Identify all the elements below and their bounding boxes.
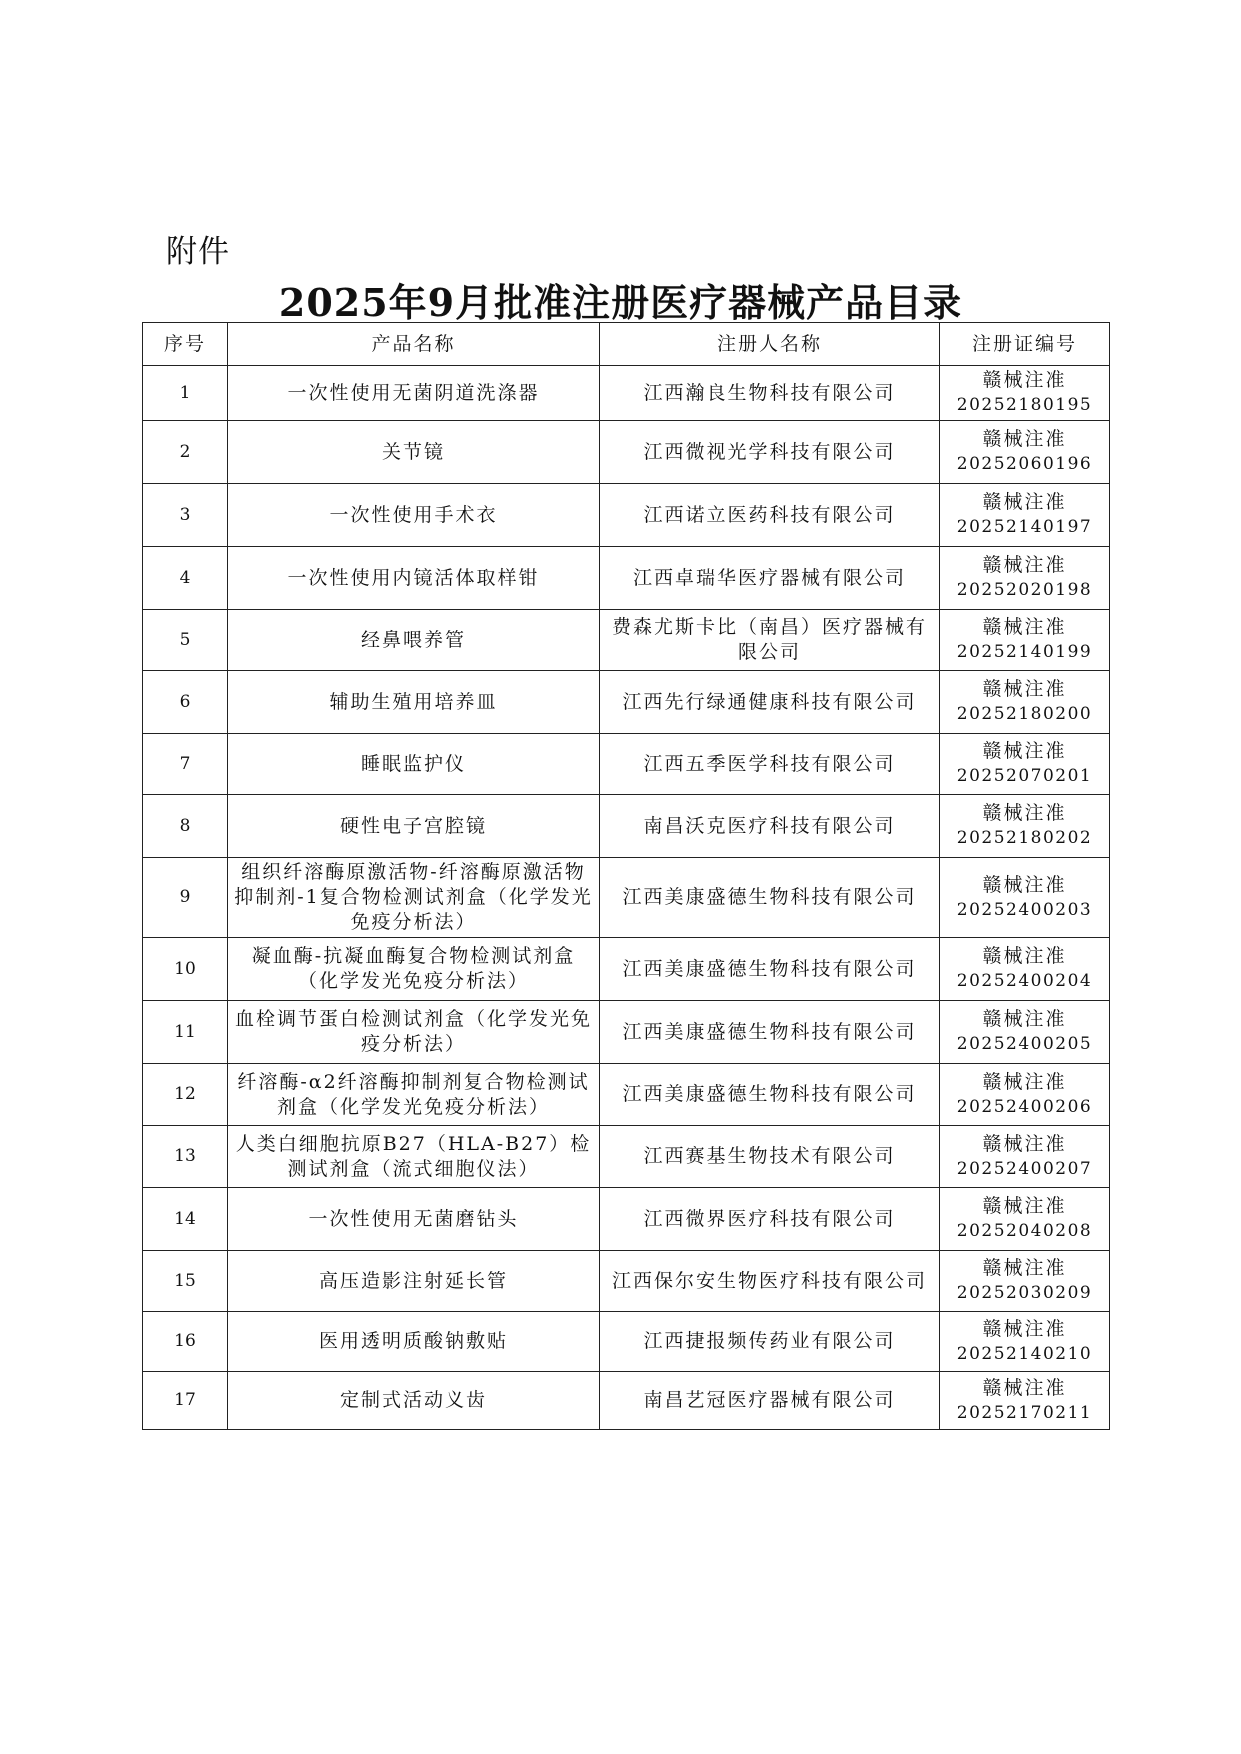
table-row	[143, 938, 1110, 1001]
certificate-prefix: 赣械注准	[982, 1132, 1067, 1155]
cell-registrant-name: 南昌艺冠医疗器械有限公司	[600, 1372, 940, 1430]
cell-serial-number: 8	[143, 795, 228, 858]
cell-certificate-number	[940, 1251, 1110, 1312]
cell-certificate-number	[940, 938, 1110, 1001]
cell-certificate-number	[940, 1001, 1110, 1064]
table-row	[143, 547, 1110, 610]
certificate-prefix: 赣械注准	[982, 1376, 1067, 1399]
cell-serial-number: 9	[143, 858, 228, 938]
cell-certificate-number	[940, 795, 1110, 858]
cell-serial-number: 6	[143, 671, 228, 734]
cell-serial-number: 3	[143, 484, 228, 547]
cell-product-name: 组织纤溶酶原激活物-纤溶酶原激活物抑制剂-1复合物检测试剂盒（化学发光免疫分析法）	[228, 858, 600, 938]
certificate-prefix: 赣械注准	[982, 678, 1067, 700]
certificate-prefix: 赣械注准	[982, 1195, 1067, 1217]
cell-serial-number: 17	[143, 1372, 228, 1430]
cell-registrant-name: 江西诺立医药科技有限公司	[600, 484, 940, 547]
table-row	[143, 366, 1110, 421]
cell-product-name: 定制式活动义齿	[228, 1372, 600, 1430]
cell-product-name: 一次性使用无菌磨钻头	[228, 1188, 600, 1251]
cell-certificate-number	[940, 858, 1110, 938]
cell-registrant-name: 江西微视光学科技有限公司	[600, 421, 940, 484]
table-row	[143, 1312, 1110, 1372]
attachment-label: 附件	[166, 234, 230, 270]
cell-registrant-name: 南昌沃克医疗科技有限公司	[600, 795, 940, 858]
certificate-code: 20252140210	[956, 1343, 1093, 1364]
cell-serial-number: 7	[143, 734, 228, 795]
cell-serial-number: 12	[143, 1064, 228, 1126]
cell-product-name: 凝血酶-抗凝血酶复合物检测试剂盒（化学发光免疫分析法）	[228, 938, 600, 1001]
table-row	[143, 1126, 1110, 1188]
certificate-prefix: 赣械注准	[982, 491, 1067, 513]
cell-certificate-number	[940, 366, 1110, 421]
cell-product-name: 高压造影注射延长管	[228, 1251, 600, 1312]
cell-certificate-number	[940, 610, 1110, 671]
cell-product-name: 睡眠监护仪	[228, 734, 600, 795]
certificate-code: 20252140199	[956, 642, 1093, 662]
certificate-code: 20252180195	[956, 395, 1093, 415]
table-row	[143, 1188, 1110, 1251]
cell-registrant-name: 江西美康盛德生物科技有限公司	[600, 1001, 940, 1064]
cell-registrant-name: 江西美康盛德生物科技有限公司	[600, 1064, 940, 1126]
cell-registrant-name: 江西捷报频传药业有限公司	[600, 1312, 940, 1372]
cell-product-name: 医用透明质酸钠敷贴	[228, 1312, 600, 1372]
cell-certificate-number	[940, 1064, 1110, 1126]
cell-registrant-name: 江西保尔安生物医疗科技有限公司	[600, 1251, 940, 1312]
cell-certificate-number	[940, 547, 1110, 610]
table-row	[143, 1064, 1110, 1126]
cell-registrant-name: 江西美康盛德生物科技有限公司	[600, 938, 940, 1001]
certificate-code: 20252020198	[956, 580, 1093, 600]
certificate-prefix: 赣械注准	[982, 873, 1067, 896]
cell-registrant-name: 江西赛基生物技术有限公司	[600, 1126, 940, 1188]
cell-product-name: 辅助生殖用培养皿	[228, 671, 600, 734]
cell-product-name: 一次性使用无菌阴道洗涤器	[228, 366, 600, 421]
certificate-prefix: 赣械注准	[982, 1317, 1067, 1340]
certificate-code: 20252170211	[956, 1402, 1093, 1423]
certificate-code: 20252040208	[956, 1221, 1093, 1241]
cell-serial-number: 4	[143, 547, 228, 610]
certificate-code: 20252400203	[956, 899, 1093, 920]
certificate-prefix: 赣械注准	[982, 802, 1067, 824]
certificate-prefix: 赣械注准	[982, 1008, 1067, 1030]
certificate-prefix: 赣械注准	[982, 369, 1067, 391]
cell-serial-number: 2	[143, 421, 228, 484]
table-row	[143, 421, 1110, 484]
cell-product-name: 经鼻喂养管	[228, 610, 600, 671]
certificate-code: 20252400206	[956, 1096, 1093, 1117]
certificate-prefix: 赣械注准	[982, 616, 1067, 638]
cell-certificate-number	[940, 1312, 1110, 1372]
certificate-prefix: 赣械注准	[982, 554, 1067, 576]
cell-registrant-name: 费森尤斯卡比（南昌）医疗器械有限公司	[600, 610, 940, 671]
cell-registrant-name: 江西先行绿通健康科技有限公司	[600, 671, 940, 734]
certificate-code: 20252140197	[956, 517, 1093, 537]
table-row	[143, 1372, 1110, 1430]
certificate-prefix: 赣械注准	[982, 428, 1067, 450]
certificate-code: 20252400205	[956, 1034, 1093, 1054]
certificate-code: 20252070201	[956, 766, 1093, 786]
cell-registrant-name: 江西卓瑞华医疗器械有限公司	[600, 547, 940, 610]
cell-certificate-number	[940, 671, 1110, 734]
cell-product-name: 关节镜	[228, 421, 600, 484]
table-row	[143, 734, 1110, 795]
header-serial-number: 序号	[143, 323, 228, 366]
cell-product-name: 纤溶酶-α2纤溶酶抑制剂复合物检测试剂盒（化学发光免疫分析法）	[228, 1064, 600, 1126]
cell-product-name: 血栓调节蛋白检测试剂盒（化学发光免疫分析法）	[228, 1001, 600, 1064]
table-row	[143, 795, 1110, 858]
certificate-prefix: 赣械注准	[982, 740, 1067, 762]
cell-serial-number: 14	[143, 1188, 228, 1251]
certificate-code: 20252400204	[956, 971, 1093, 991]
cell-serial-number: 16	[143, 1312, 228, 1372]
cell-certificate-number	[940, 734, 1110, 795]
table-row	[143, 1251, 1110, 1312]
certificate-code: 20252180200	[956, 704, 1093, 724]
cell-certificate-number	[940, 1188, 1110, 1251]
header-product-name: 产品名称	[228, 323, 600, 366]
certificate-prefix: 赣械注准	[982, 1070, 1067, 1093]
cell-serial-number: 1	[143, 366, 228, 421]
certificate-prefix: 赣械注准	[982, 1257, 1067, 1279]
table-row	[143, 671, 1110, 734]
certificate-code: 20252060196	[956, 454, 1093, 474]
certificate-prefix: 赣械注准	[982, 945, 1067, 967]
cell-serial-number: 15	[143, 1251, 228, 1312]
cell-registrant-name: 江西瀚良生物科技有限公司	[600, 366, 940, 421]
cell-registrant-name: 江西美康盛德生物科技有限公司	[600, 858, 940, 938]
table-header-row	[143, 323, 1110, 366]
certificate-code: 20252400207	[956, 1158, 1093, 1179]
table-row	[143, 484, 1110, 547]
cell-product-name: 一次性使用手术衣	[228, 484, 600, 547]
header-certificate-number: 注册证编号	[940, 323, 1110, 366]
cell-serial-number: 10	[143, 938, 228, 1001]
cell-serial-number: 11	[143, 1001, 228, 1064]
cell-certificate-number	[940, 421, 1110, 484]
cell-product-name: 人类白细胞抗原B27（HLA-B27）检测试剂盒（流式细胞仪法）	[228, 1126, 600, 1188]
header-registrant-name: 注册人名称	[600, 323, 940, 366]
product-catalog-table	[142, 322, 1110, 1430]
certificate-code: 20252030209	[956, 1283, 1093, 1303]
table-row	[143, 1001, 1110, 1064]
cell-serial-number: 5	[143, 610, 228, 671]
cell-product-name: 一次性使用内镜活体取样钳	[228, 547, 600, 610]
table-row	[143, 858, 1110, 938]
cell-registrant-name: 江西微界医疗科技有限公司	[600, 1188, 940, 1251]
cell-certificate-number	[940, 1372, 1110, 1430]
cell-serial-number: 13	[143, 1126, 228, 1188]
cell-registrant-name: 江西五季医学科技有限公司	[600, 734, 940, 795]
certificate-code: 20252180202	[956, 828, 1093, 848]
cell-product-name: 硬性电子宫腔镜	[228, 795, 600, 858]
cell-certificate-number	[940, 484, 1110, 547]
page-title: 2025年9月批准注册医疗器械产品目录	[278, 280, 963, 325]
table-row	[143, 610, 1110, 671]
cell-certificate-number	[940, 1126, 1110, 1188]
